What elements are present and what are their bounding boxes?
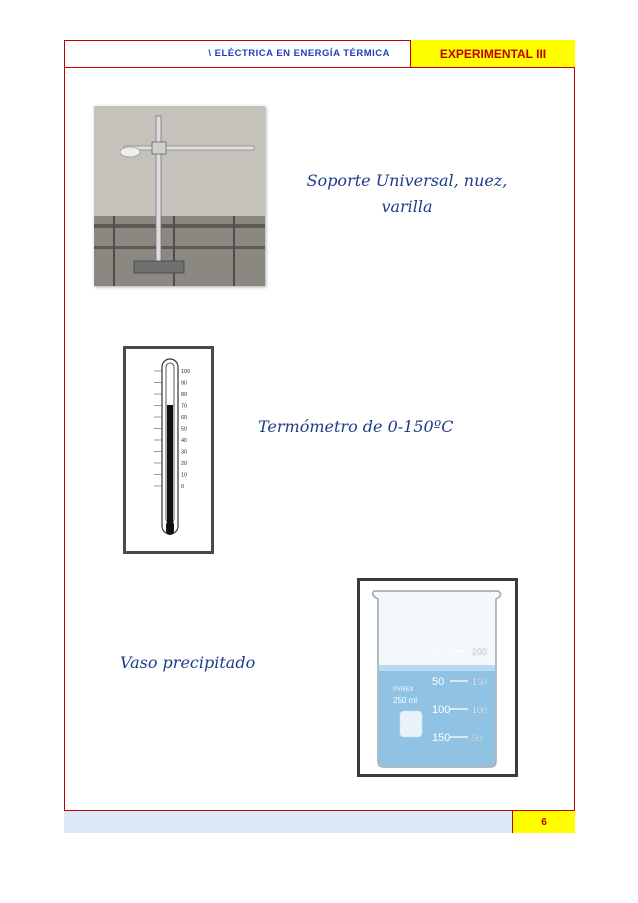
beaker-mark-right: 150 xyxy=(472,677,488,687)
beaker-mark-left: 50 xyxy=(432,676,445,688)
beaker-illustration xyxy=(360,581,515,774)
item-caption-stand xyxy=(287,168,527,220)
item-caption-thermometer: Termómetro de 0-150ºC xyxy=(258,417,454,436)
thermometer-scale-label: 40 xyxy=(181,438,188,444)
thermometer-scale-label: 30 xyxy=(181,449,188,456)
beaker-mark-right: 100 xyxy=(472,705,488,715)
item-caption-beaker: Vaso precipitado xyxy=(120,653,256,672)
beaker-mark-left: 100 xyxy=(432,704,451,716)
beaker-mark-left: 150 xyxy=(432,732,451,744)
page-header xyxy=(64,40,575,68)
thermometer-illustration xyxy=(126,349,211,551)
thermometer-scale-label: 90 xyxy=(181,380,188,387)
thermometer-scale-label: 20 xyxy=(181,461,188,467)
beaker-mark-right: 50 xyxy=(472,733,483,743)
thermometer-scale-label: 50 xyxy=(181,426,188,433)
header-section-label: EXPERIMENTAL III xyxy=(411,40,575,67)
caption-stand-line2: varilla xyxy=(381,197,433,216)
beaker-capacity-label: 250 ml xyxy=(393,696,418,705)
beaker-mark-left: 0 xyxy=(432,646,439,658)
page-footer xyxy=(64,810,575,833)
thermometer-scale-label: 10 xyxy=(181,472,188,479)
beaker-mark-right: 200 xyxy=(472,647,488,657)
footer-bar xyxy=(64,811,513,833)
thermometer-scale-label: 80 xyxy=(181,392,188,398)
beaker-brand-label: PYREX xyxy=(393,687,414,693)
caption-stand-line1: Soporte Universal, nuez, xyxy=(306,171,508,190)
universal-stand-photo xyxy=(94,106,265,286)
thermometer-scale-label: 0 xyxy=(181,484,185,490)
thermometer-scale-label: 60 xyxy=(181,415,188,421)
beaker-photo xyxy=(357,578,518,777)
thermometer-scale-label: 70 xyxy=(181,403,188,410)
universal-stand-illustration xyxy=(94,106,265,286)
page-number: 6 xyxy=(513,811,575,833)
thermometer-image xyxy=(123,346,214,554)
thermometer-scale-label: 100 xyxy=(181,369,191,375)
header-title: \ ELÉCTRICA EN ENERGÍA TÉRMICA xyxy=(64,40,411,67)
